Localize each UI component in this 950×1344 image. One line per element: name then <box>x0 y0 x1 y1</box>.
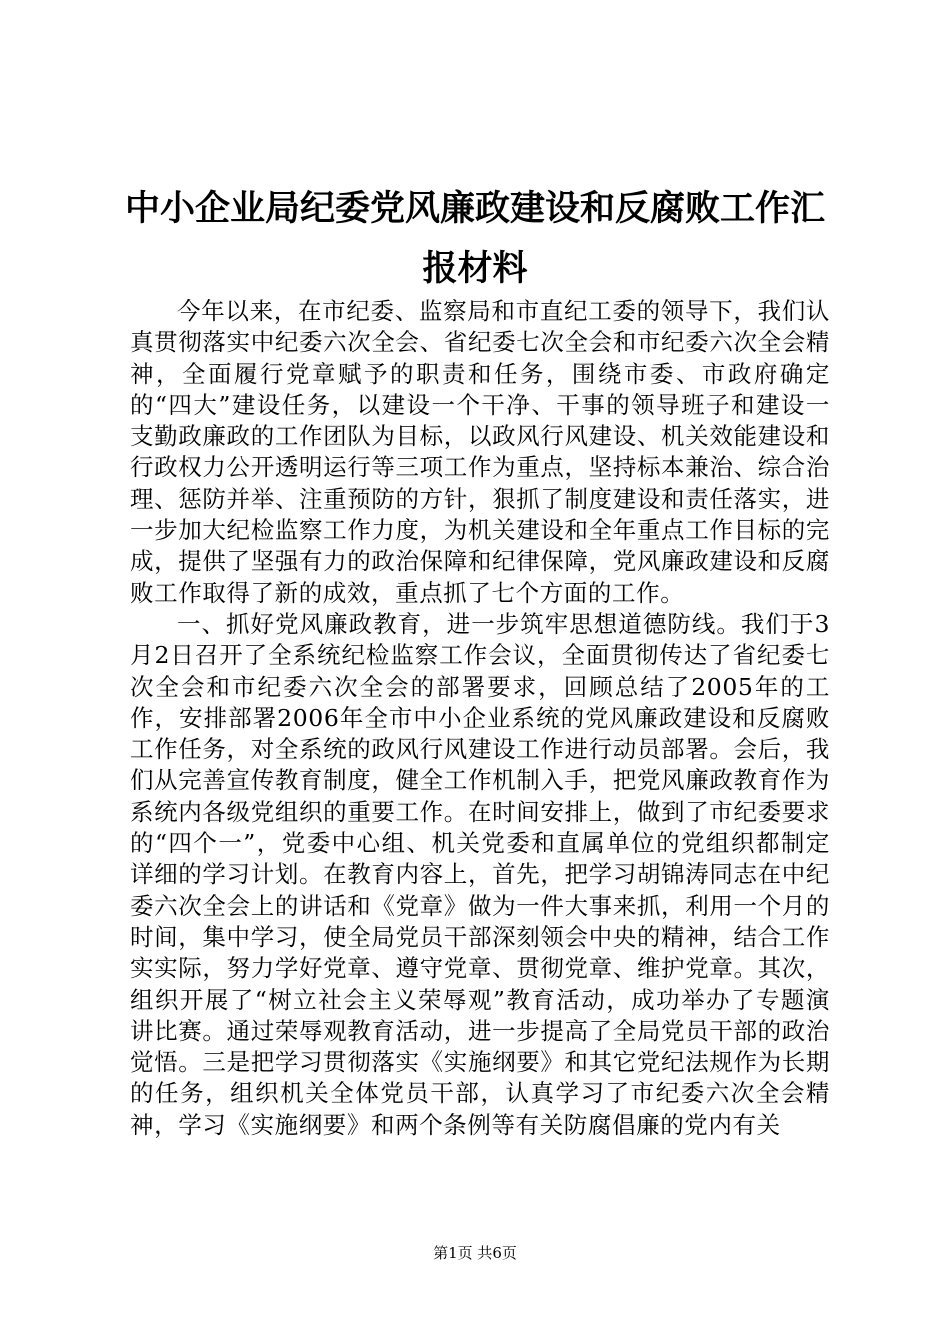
paragraph-intro: 今年以来，在市纪委、监察局和市直纪工委的领导下，我们认真贯彻落实中纪委六次全会、省纪委七次全会和市纪委六次全会精神，全面履行党章赋予的职责和任务，围绕市委、市政府确定的“四大”建设任务，以建设一个干净、干事的领导班子和建设一支勤政廉政的工作团队为目标，以政风行风建设、机关效能建设和行政权力公开透明运行等三项工作为重点，坚持标本兼治、综合治理、惩防并举、注重预防的方针，狠抓了制度建设和责任落实，进一步加大纪检监察工作力度，为机关建设和全年重点工作目标的完成，提供了坚强有力的政治保障和纪律保障，党风廉政建设和反腐败工作取得了新的成效，重点抓了七个方面的工作。 <box>130 297 830 607</box>
document-title-line-1: 中小企业局纪委党风廉政建设和反腐败工作汇 <box>124 189 825 229</box>
page-footer: 第1页 共6页 <box>433 1244 517 1262</box>
paragraph-section-1: 一、抓好党风廉政教育，进一步筑牢思想道德防线。我们于3月2日召开了全系统纪检监察工作会议，全面贯彻传达了省纪委七次全会和市纪委六次全会的部署要求，回顾总结了2005年的工作，安排部署2006年全市中小企业系统的党风廉政建设和反腐败工作任务，对全系统的政风行风建设工作进行动员部署。会后，我们从完善宣传教育制度，健全工作机制入手，把党风廉政教育作为系统内各级党组织的重要工作。在时间安排上，做到了市纪委要求的“四个一”，党委中心组、机关党委和直属单位的党组织都制定详细的学习计划。在教育内容上，首先，把学习胡锦涛同志在中纪委六次全会上的讲话和《党章》做为一件大事来抓，利用一个月的时间，集中学习，使全局党员干部深刻领会中央的精神，结合工作实实际，努力学好党章、遵守党章、贯彻党章、维护党章。其次，组织开展了“树立社会主义荣辱观”教育活动，成功举办了专题演讲比赛。通过荣辱观教育活动，进一步提高了全局党员干部的政治觉悟。三是把学习贯彻落实《实施纲要》和其它党纪法规作为长期的任务，组织机关全体党员干部，认真学习了市纪委六次全会精神，学习《实施纲要》和两个条例等有关防腐倡廉的党内有关 <box>130 609 830 1139</box>
document-title-line-2: 报材料 <box>422 249 528 289</box>
document-body <box>130 296 830 1141</box>
